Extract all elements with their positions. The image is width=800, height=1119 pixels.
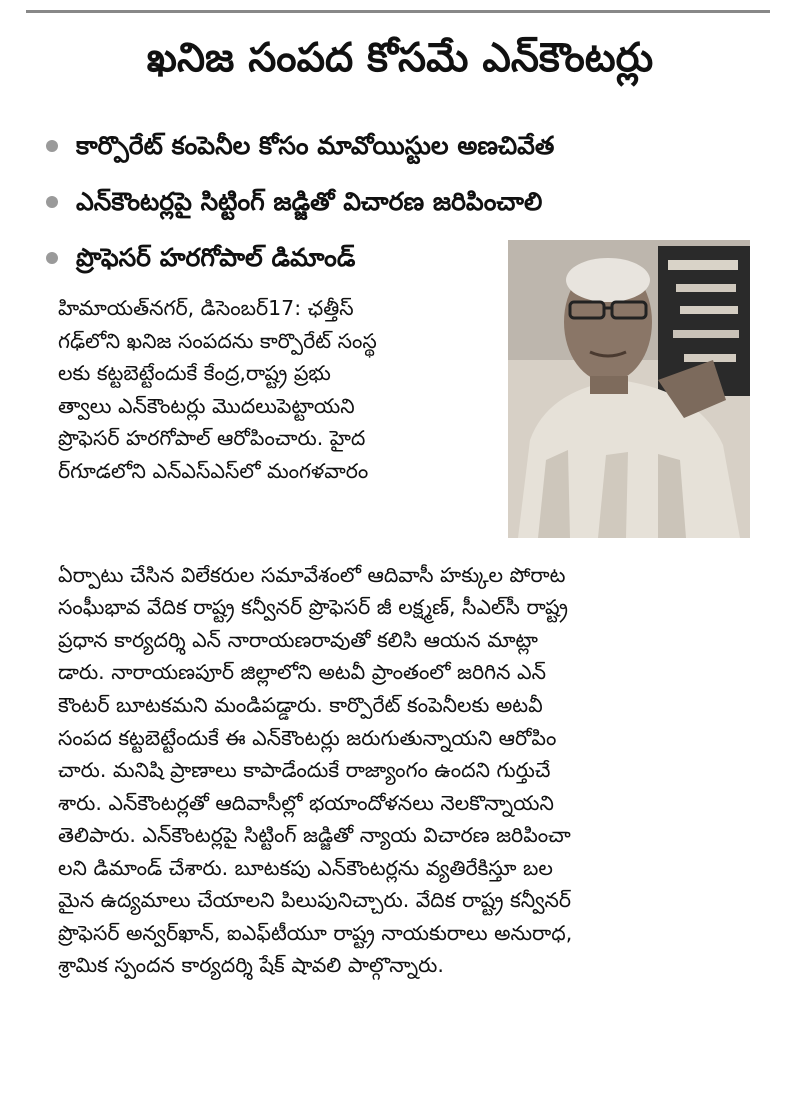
article-headline: ఖనిజ సంపద కోసమే ఎన్‌కౌంటర్లు bbox=[146, 35, 654, 81]
article-body-line: లని డిమాండ్ చేశారు. బూటకపు ఎన్‌కౌంటర్లను వ్యతిరేకిస్తూ బల bbox=[58, 856, 553, 880]
subheadline-text: ప్రొఫెసర్ హరగోపాల్ డిమాండ్ bbox=[76, 243, 356, 272]
article-body-line: మైన ఉద్యమాలు చేయాలని పిలుపునిచ్చారు. వేదిక రాష్ట్ర కన్వీనర్ bbox=[58, 888, 572, 912]
article-body-line: హిమాయత్‌నగర్, డిసెంబర్17: ఛత్తీస్ bbox=[58, 296, 354, 320]
portrait-photo bbox=[508, 240, 750, 538]
subheadline-item bbox=[44, 174, 774, 230]
bullet-icon bbox=[46, 252, 58, 264]
article-body-line: త్వాలు ఎన్‌కౌంటర్లు మొదలుపెట్టాయని bbox=[58, 394, 355, 418]
article-body-line: సంపద కట్టబెట్టేందుకే ఈ ఎన్‌కౌంటర్లు జరుగుతున్నాయని ఆరోపిం bbox=[58, 726, 557, 750]
bullet-icon bbox=[46, 140, 58, 152]
article-body-line: ర్‌గూడలోని ఎన్ఎస్ఎస్‌లో మంగళవారం bbox=[58, 459, 369, 483]
article-body-line: ఏర్పాటు చేసిన విలేకరుల సమావేశంలో ఆదివాసీ హక్కుల పోరాట bbox=[58, 563, 566, 587]
article-body-line: ప్రొఫెసర్ హరగోపాల్ ఆరోపించారు. హైద bbox=[58, 426, 366, 450]
article-body-line: గఢ్‌లోని ఖనిజ సంపదను కార్పొరేట్ సంస్థ bbox=[58, 329, 377, 353]
article-body-line: ప్రధాన కార్యదర్శి ఎన్ నారాయణరావుతో కలిసి ఆయన మాట్లా bbox=[58, 628, 538, 652]
article-body-line: కౌంటర్ బూటకమని మండిపడ్డారు. కార్పొరేట్ కంపెనీలకు అటవీ bbox=[58, 693, 543, 717]
article-body-line: లకు కట్టబెట్టేందుకే కేంద్ర,రాష్ట్ర ప్రభు bbox=[58, 361, 331, 385]
article-body-line: శ్రామిక స్పందన కార్యదర్శి షేక్ షావలి పాల్గొన్నారు. bbox=[58, 953, 444, 977]
article-body-line: చారు. మనిషి ప్రాణాలు కాపాడేందుకే రాజ్యాంగం ఉందని గుర్తుచే bbox=[58, 758, 551, 782]
article-body-line: సంఘీభావ వేదిక రాష్ట్ర కన్వీనర్ ప్రొఫెసర్ జీ లక్ష్మణ్, సీఎల్‌సీ రాష్ట్ర bbox=[58, 595, 568, 619]
subheadline-item bbox=[44, 118, 774, 174]
bullet-icon bbox=[46, 196, 58, 208]
subheadline-text: ఎన్‌కౌంటర్లపై సిట్టింగ్ జడ్జితో విచారణ జరిపించాలి bbox=[76, 187, 543, 216]
article-body-line: తెలిపారు. ఎన్‌కౌంటర్లపై సిట్టింగ్ జడ్జితో న్యాయ విచారణ జరిపించా bbox=[58, 823, 571, 847]
top-divider bbox=[26, 10, 770, 13]
portrait-image bbox=[508, 240, 750, 538]
article-body-line: డారు. నారాయణపూర్ జిల్లాలోని అటవీ ప్రాంతంలో జరిగిన ఎన్ bbox=[58, 660, 546, 684]
article-body-line: శారు. ఎన్‌కౌంటర్లతో ఆదివాసీల్లో భయాందోళనలు నెలకొన్నాయని bbox=[58, 791, 554, 815]
subheadline-text: కార్పొరేట్ కంపెనీల కోసం మావోయిస్టుల అణచివేత bbox=[76, 131, 555, 160]
article-body-line: ప్రొఫెసర్ అన్వర్‌ఖాన్, ఐఎఫ్‌టీయూ రాష్ట్ర నాయకురాలు అనురాధ, bbox=[58, 921, 573, 945]
